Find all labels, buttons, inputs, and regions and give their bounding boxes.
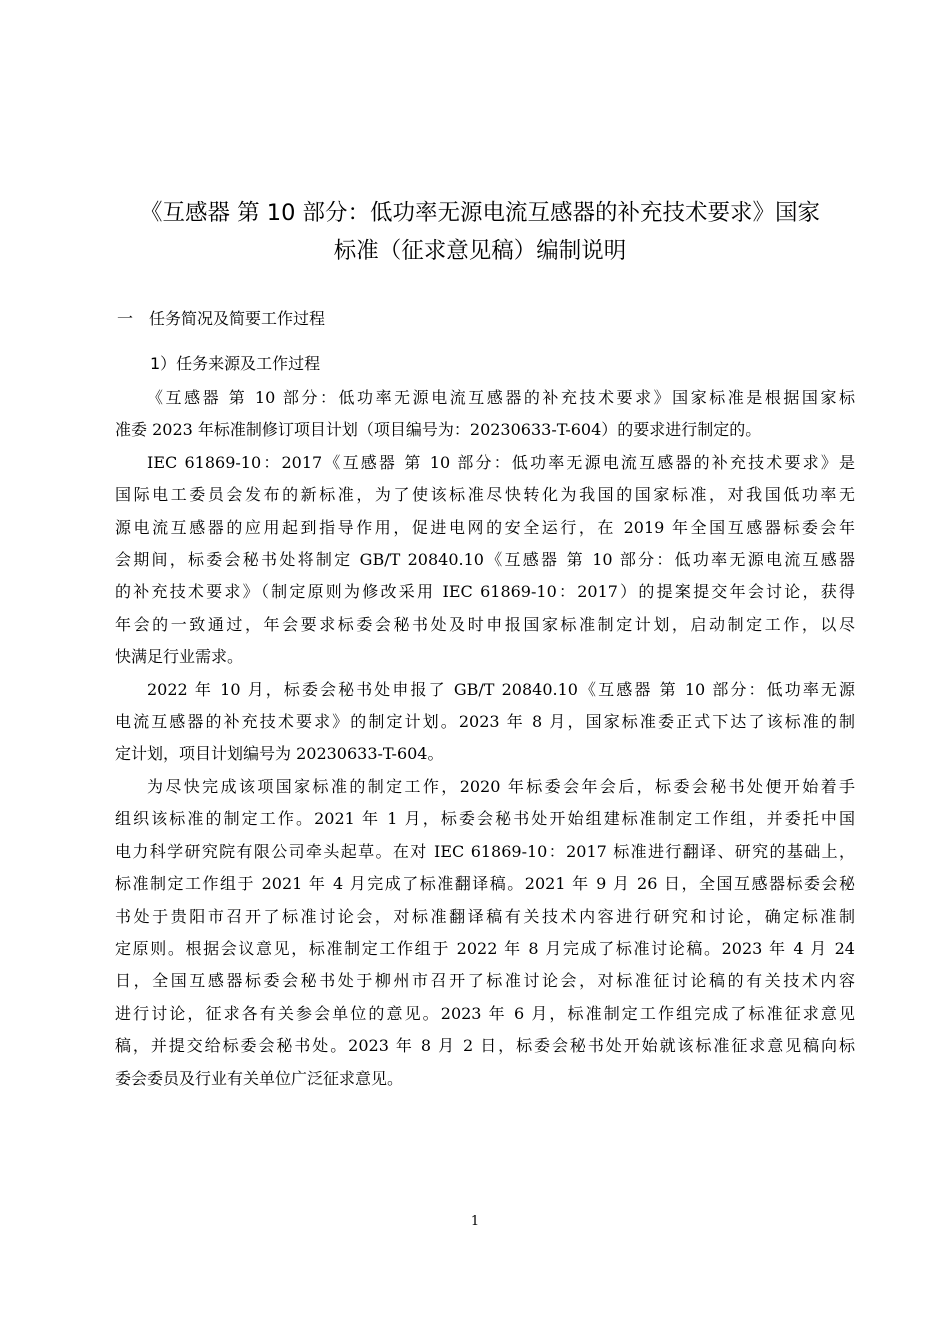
text-line: 源电流互感器的应用起到指导作用，促进电网的安全运行，在 2019 年全国互感器标委会年 <box>115 517 855 537</box>
text-line: IEC 61869-10：2017《互感器 第 10 部分：低功率无源电流互感器的补充技术要求》是 <box>147 452 855 472</box>
paragraph-task-source <box>115 382 855 447</box>
text-line: 稿，并提交给标委会秘书处。2023 年 8 月 2 日，标委会秘书处开始就该标准征求意见稿向标 <box>115 1036 855 1056</box>
text-line: 快满足行业需求。 <box>115 647 244 667</box>
document-title <box>100 194 860 270</box>
text-line: 电流互感器的补充技术要求》的制定计划。2023 年 8 月，国家标准委正式下达了该标准的制 <box>115 712 855 732</box>
text-line: 定计划，项目计划编号为 20230633-T-604。 <box>115 744 444 764</box>
paragraph-work-process <box>115 771 855 1095</box>
text-line: 会期间，标委会秘书处将制定 GB/T 20840.10《互感器 第 10 部分：低功率无源电流互感器 <box>115 550 855 570</box>
text-line: 准委 2023 年标准制修订项目计划（项目编号为：20230633-T-604）的要求进行制定的。 <box>115 420 762 440</box>
subsection-heading: 1）任务来源及工作过程 <box>150 354 321 373</box>
text-line: 2022 年 10 月，标委会秘书处申报了 GB/T 20840.10《互感器 第 10 部分：低功率无源 <box>147 679 855 699</box>
document-title-line-1: 《互感器 第 10 部分：低功率无源电流互感器的补充技术要求》国家 <box>139 200 821 226</box>
text-line: 为尽快完成该项国家标准的制定工作，2020 年标委会年会后，标委会秘书处便开始着手 <box>147 776 855 796</box>
text-line: 定原则。根据会议意见，标准制定工作组于 2022 年 8 月完成了标准讨论稿。2023 年 4 月 24 <box>115 938 855 958</box>
text-line: 标准制定工作组于 2021 年 4 月完成了标准翻译稿。2021 年 9 月 26 日，全国互感器标委会秘 <box>115 874 855 894</box>
paragraph-plan <box>115 674 855 771</box>
body-text <box>115 382 855 1095</box>
page-number: 1 <box>470 1214 480 1229</box>
text-line: 《互感器 第 10 部分：低功率无源电流互感器的补充技术要求》国家标准是根据国家标 <box>147 388 855 407</box>
paragraph-background <box>115 447 855 674</box>
section-number: 一 <box>117 309 134 328</box>
text-line: 的补充技术要求》（制定原则为修改采用 IEC 61869-10：2017）的提案提交年会讨论，获得 <box>115 582 855 602</box>
text-line: 年会的一致通过，年会要求标委会秘书处及时申报国家标准制定计划，启动制定工作，以尽 <box>115 614 855 634</box>
section-heading-text: 任务简况及简要工作过程 <box>149 309 326 328</box>
section-heading <box>117 307 325 331</box>
text-line: 电力科学研究院有限公司牵头起草。在对 IEC 61869-10：2017 标准进行翻译、研究的基础上， <box>115 841 855 861</box>
text-line: 国际电工委员会发布的新标准，为了使该标准尽快转化为我国的国家标准，对我国低功率无 <box>115 485 855 505</box>
document-title-line-2: 标准（征求意见稿）编制说明 <box>333 238 627 264</box>
text-line: 书处于贵阳市召开了标准讨论会，对标准翻译稿有关技术内容进行研究和讨论，确定标准制 <box>115 906 855 926</box>
text-line: 进行讨论，征求各有关参会单位的意见。2023 年 6 月，标准制定工作组完成了标准征求意见 <box>115 1003 855 1023</box>
text-line: 组织该标准的制定工作。2021 年 1 月，标委会秘书处开始组建标准制定工作组，并委托中国 <box>115 809 855 829</box>
text-line: 日，全国互感器标委会秘书处于柳州市召开了标准讨论会，对标准征讨论稿的有关技术内容 <box>115 971 855 991</box>
text-line: 委会委员及行业有关单位广泛征求意见。 <box>115 1068 404 1088</box>
